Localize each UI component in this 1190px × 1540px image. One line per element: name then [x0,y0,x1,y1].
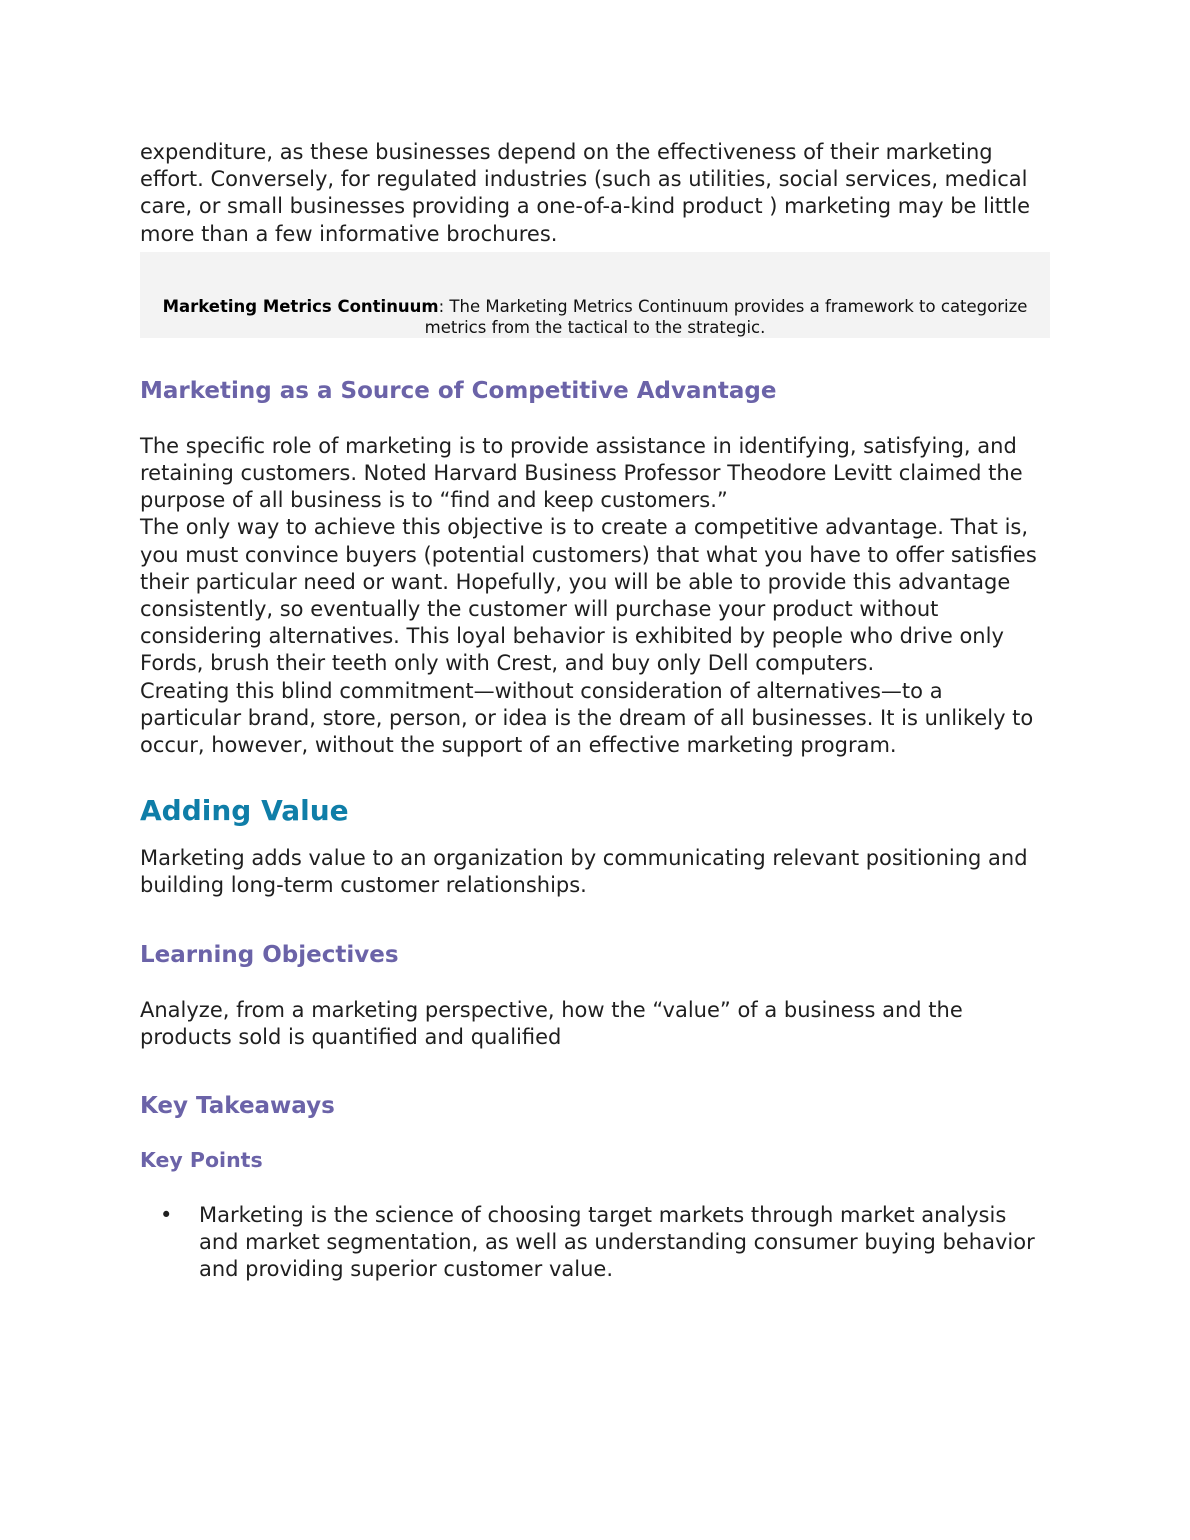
adding-value-heading: Adding Value [140,794,349,828]
competitive-paragraph-2: The only way to achieve this objective is to create a competitive advantage. That is, you must convince buyers (potential customers) that what you have to offer satisfies their particular need or want. Hopefully, you will be able to provide this advantage consistently, so eventually the customer will purchase your product without considering alternatives. This loyal behavior is exhibited by people who drive only Fords, brush their teeth only with Crest, and buy only Dell computers. [140,515,1037,676]
learning-objectives-text: Analyze, from a marketing perspective, how the “value” of a business and the products sold is quantified and qualified [140,997,963,1049]
intro-paragraph: expenditure, as these businesses depend on the effectiveness of their marketing effort. Conversely, for regulated industries (such as utilities, social services, medical care, or small businesses providing a one-of-a-kind product ) marketing may be little more than a few informative brochures. [140,140,1031,246]
figure-caption-text: : The Marketing Metrics Continuum provides a framework to categorize metrics from the tactical to the strategic. [424,296,1028,337]
key-takeaways-heading: Key Takeaways [140,1093,335,1120]
learning-objectives-heading: Learning Objectives [140,941,399,968]
key-points-list [140,1202,1050,1284]
figure-caption-box [140,252,1050,338]
competitive-paragraph-1: The specific role of marketing is to provide assistance in identifying, satisfying, and retaining customers. Noted Harvard Business Professor Theodore Levitt claimed the purpose of all business is to “find and keep customers.” [140,433,1023,513]
key-point-text: Marketing is the science of choosing target markets through market analysis and market segmentation, as well as understanding consumer buying behavior and providing superior customer value. [199,1203,1035,1282]
figure-caption-title: Marketing Metrics Continuum [162,296,439,316]
competitive-paragraph-3: Creating this blind commitment—without consideration of alternatives—to a particular brand, store, person, or idea is the dream of all businesses. It is unlikely to occur, however, without the support of an effective marketing program. [140,678,1034,758]
list-item [140,1202,1050,1284]
figure-caption [140,296,1050,338]
competitive-advantage-body [140,433,1050,759]
document-page [140,139,1050,1284]
adding-value-paragraph: Marketing adds value to an organization by communicating relevant positioning and building long-term customer relationships. [140,846,1028,898]
key-points-heading: Key Points [140,1148,263,1173]
bullet-icon: • [160,1203,173,1228]
competitive-advantage-heading: Marketing as a Source of Competitive Advantage [140,377,777,404]
